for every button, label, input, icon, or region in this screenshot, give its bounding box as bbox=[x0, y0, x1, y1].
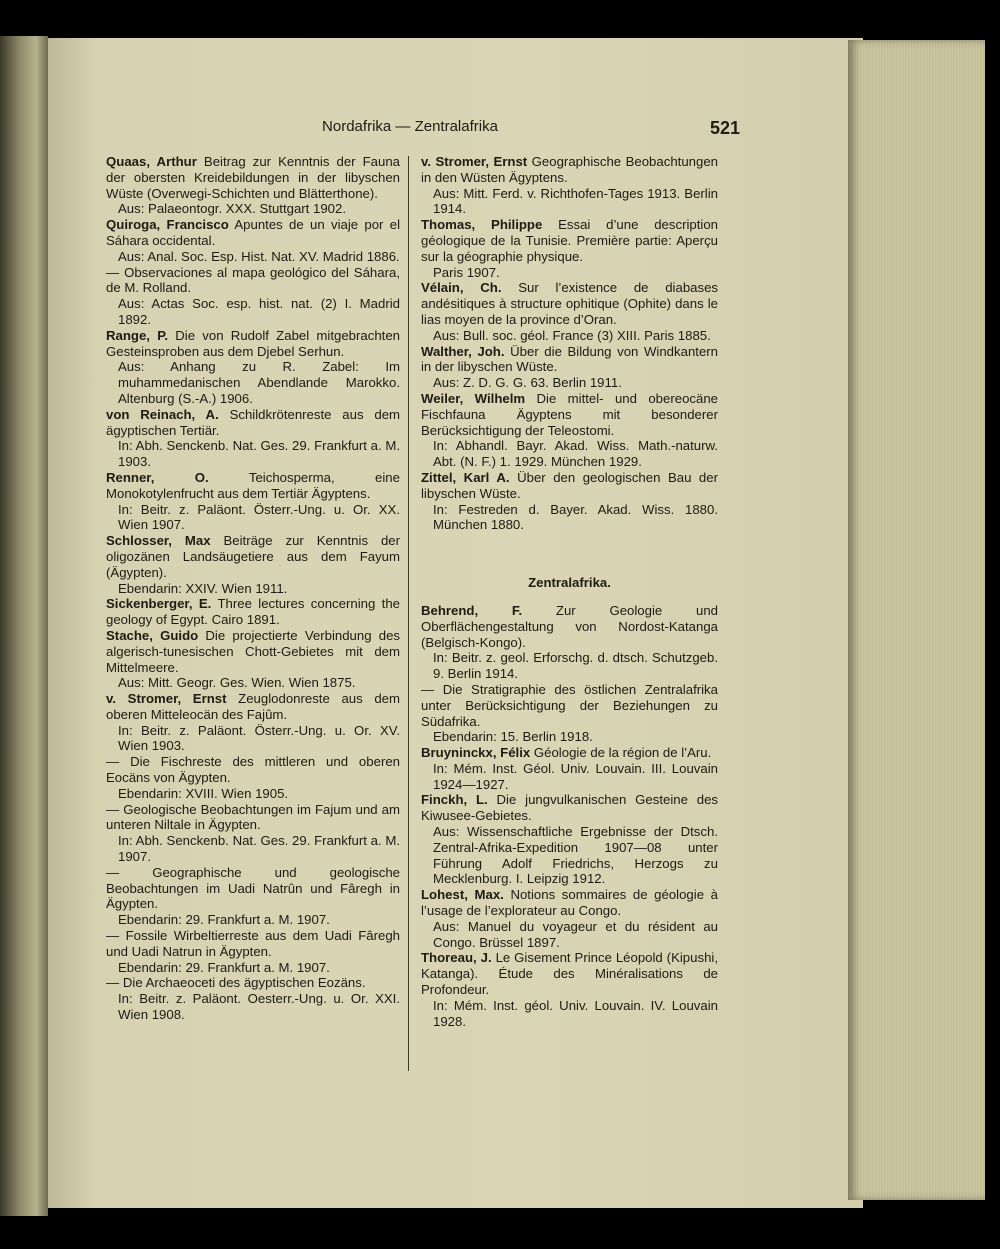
entry-source: Paris 1907. bbox=[433, 264, 500, 280]
entry-body bbox=[106, 470, 400, 502]
entry-source: In: Beitr. z. Paläont. Österr.-Ung. u. Or. XV. Wien 1903. bbox=[118, 722, 400, 754]
entry-body bbox=[106, 628, 400, 675]
entry-body bbox=[421, 950, 718, 997]
bibliography-entry bbox=[421, 950, 718, 1029]
entry-body bbox=[421, 682, 718, 729]
entry-title: Beitrag zur Kenntnis der Fauna der obersten Kreidebildungen in der libyschen Wüste (Overwegi-Schichten und Blätterthone). bbox=[106, 154, 400, 201]
entry-title: Teichosperma, eine Monokotylenfrucht aus dem Tertiär Ägyptens. bbox=[106, 469, 400, 501]
bibliography-entry bbox=[421, 470, 718, 533]
entry-title: Schildkrötenreste aus dem ägyptischen Tertiär. bbox=[106, 406, 401, 438]
entry-author: Finckh, L. bbox=[421, 792, 488, 808]
entry-author: Walther, Joh. bbox=[421, 343, 505, 359]
bibliography-entry bbox=[421, 682, 718, 745]
bibliography-entry bbox=[106, 628, 400, 691]
bibliography-entry bbox=[106, 265, 400, 328]
entry-source: Aus: Mitt. Geogr. Ges. Wien. Wien 1875. bbox=[118, 675, 356, 691]
entry-body bbox=[106, 154, 400, 201]
entry-title: Apuntes de un viaje por el Sáhara occidental. bbox=[106, 217, 400, 248]
entry-author: Zittel, Karl A. bbox=[421, 469, 510, 485]
entry-source: In: Beitr. z. geol. Erforschg. d. dtsch. Schutzgeb. 9. Berlin 1914. bbox=[433, 650, 718, 682]
bibliography-entry bbox=[421, 603, 718, 682]
entry-author: Behrend, F. bbox=[421, 602, 523, 618]
bibliography-entry bbox=[421, 280, 718, 343]
entry-source: Aus: Bull. soc. géol. France (3) XIII. Paris 1885. bbox=[433, 327, 711, 343]
bibliography-entry bbox=[106, 154, 400, 217]
entry-body bbox=[106, 596, 400, 628]
bibliography-entry bbox=[421, 745, 718, 792]
bibliography-entry bbox=[106, 596, 400, 628]
entry-source: In: Abh. Senckenb. Nat. Ges. 29. Frankfurt a. M. 1907. bbox=[118, 833, 400, 865]
entry-source: Aus: Manuel du voyageur et du résident au Congo. Brüssel 1897. bbox=[433, 918, 718, 950]
bibliography-entry bbox=[106, 691, 400, 754]
entry-author: Sickenberger, E. bbox=[106, 596, 212, 612]
entry-title: Essai d’une description géologique de la Tunisie. Première partie: Aperçu sur la géographie physique. bbox=[421, 217, 718, 264]
entry-author: — bbox=[421, 681, 435, 697]
entry-source: In: Abh. Senckenb. Nat. Ges. 29. Frankfurt a. M. 1903. bbox=[118, 438, 400, 470]
entry-author: v. Stromer, Ernst bbox=[421, 154, 528, 169]
entry-title: Notions sommaires de géologie à l’usage de l’explorateur au Congo. bbox=[421, 887, 718, 919]
bibliography-entry bbox=[106, 470, 400, 533]
entry-title: Géologie de la région de l’Aru. bbox=[533, 745, 712, 761]
bibliography-entry bbox=[106, 928, 400, 975]
entry-body bbox=[106, 928, 400, 960]
entry-body bbox=[421, 344, 718, 376]
bibliography-entry bbox=[421, 792, 718, 887]
entry-body bbox=[421, 792, 718, 824]
entry-source: Aus: Anal. Soc. Esp. Hist. Nat. XV. Madrid 1886. bbox=[118, 248, 400, 264]
left-page-edge bbox=[0, 36, 48, 1216]
entry-author: Thomas, Philippe bbox=[421, 217, 543, 233]
entry-source: In: Abhandl. Bayr. Akad. Wiss. Math.-naturw. Abt. (N. F.) 1. 1929. München 1929. bbox=[433, 438, 718, 470]
entry-source: In: Festreden d. Bayer. Akad. Wiss. 1880. München 1880. bbox=[433, 501, 718, 533]
bibliography-entry bbox=[421, 391, 718, 470]
bibliography-entry bbox=[421, 217, 718, 280]
bibliography-entry bbox=[106, 533, 400, 596]
entry-body bbox=[421, 217, 718, 264]
entry-body bbox=[106, 407, 400, 439]
entry-author: v. Stromer, Ernst bbox=[106, 691, 227, 707]
entry-author: — bbox=[106, 801, 120, 817]
entry-source: Ebendarin: 29. Frankfurt a. M. 1907. bbox=[118, 912, 330, 928]
bibliography-entry bbox=[106, 407, 400, 470]
bibliography-entry bbox=[106, 328, 400, 407]
entry-title: Die von Rudolf Zabel mitgebrachten Gesteinsproben aus dem Djebel Serhun. bbox=[106, 327, 400, 359]
entry-title: Die Fischreste des mittleren und oberen Eocäns von Ägypten. bbox=[106, 754, 400, 786]
entry-body bbox=[421, 280, 718, 327]
entry-author: Quaas, Arthur bbox=[106, 154, 197, 169]
bibliography-entry bbox=[106, 217, 400, 264]
entry-source: Ebendarin: 15. Berlin 1918. bbox=[433, 729, 593, 745]
entry-body bbox=[106, 802, 400, 834]
entry-body bbox=[106, 265, 400, 297]
left-column bbox=[106, 154, 400, 1023]
right-column-top-entries bbox=[421, 154, 718, 533]
entry-body bbox=[421, 745, 718, 761]
entry-title: Zur Geologie und Oberflächengestaltung von Nordost-Katanga (Belgisch-Kongo). bbox=[421, 602, 718, 650]
bibliography-entry bbox=[106, 975, 400, 1022]
entry-title: Three lectures concerning the geology of Egypt. Cairo 1891. bbox=[106, 596, 400, 628]
entry-source: Aus: Mitt. Ferd. v. Richthofen-Tages 1913. Berlin 1914. bbox=[433, 185, 718, 217]
entry-source: In: Beitr. z. Paläont. Oesterr.-Ung. u. Or. XXI. Wien 1908. bbox=[118, 991, 400, 1023]
entry-body bbox=[421, 391, 718, 438]
entry-author: — bbox=[106, 864, 120, 880]
entry-body bbox=[106, 865, 400, 912]
bibliography-entry bbox=[421, 344, 718, 391]
entry-author: Stache, Guido bbox=[106, 627, 199, 643]
entry-author: von Reinach, A. bbox=[106, 406, 219, 422]
entry-source: Ebendarin: XVIII. Wien 1905. bbox=[118, 785, 289, 801]
entry-author: Quiroga, Francisco bbox=[106, 217, 229, 233]
entry-author: Weiler, Wilhelm bbox=[421, 390, 526, 406]
entry-title: Die jungvulkanischen Gesteine des Kiwusee-Gebietes. bbox=[421, 792, 718, 824]
right-column bbox=[421, 154, 718, 1029]
entry-body bbox=[421, 470, 718, 502]
entry-author: — bbox=[106, 928, 120, 944]
entry-title: Fossile Wirbeltierreste aus dem Uadi Fâregh und Uadi Natrun in Ägypten. bbox=[106, 928, 400, 959]
bibliography-entry bbox=[421, 154, 718, 217]
entry-source: Aus: Wissenschaftliche Ergebnisse der Dtsch. Zentral-Afrika-Expedition 1907—08 unter Führung Adolf Friedrichs, Herzogs zu Mecklenburg. I. Leipzig 1912. bbox=[433, 824, 718, 887]
bibliography-entry bbox=[106, 802, 400, 865]
entry-body bbox=[106, 328, 400, 360]
entry-author: Lohest, Max. bbox=[421, 887, 504, 903]
bibliography-entry bbox=[106, 754, 400, 801]
entry-author: Vélain, Ch. bbox=[421, 280, 502, 296]
entry-author: Schlosser, Max bbox=[106, 533, 211, 549]
entry-body bbox=[106, 754, 400, 786]
entry-title: Die mittel- und obereocäne Fischfauna Ägyptens mit besonderer Berücksichtigung der Teleostomi. bbox=[421, 390, 719, 438]
entry-body bbox=[106, 217, 400, 249]
entry-source: Ebendarin: 29. Frankfurt a. M. 1907. bbox=[118, 959, 330, 975]
entry-title: Geographische und geologische Beobachtungen im Uadi Natrûn und Fâregh in Ägypten. bbox=[106, 864, 400, 912]
entry-author: Thoreau, J. bbox=[421, 950, 492, 966]
column-divider bbox=[408, 156, 409, 1071]
entry-author: Bruyninckx, Félix bbox=[421, 745, 531, 761]
entry-title: Sur l’existence de diabases andésitiques à structure ophitique (Ophite) dans le lias moyen de la province d’Oran. bbox=[421, 280, 719, 327]
bibliography-entry bbox=[421, 887, 718, 950]
entry-title: Zeuglodonreste aus dem oberen Mitteleocän des Fajûm. bbox=[106, 691, 400, 722]
entry-source: Aus: Z. D. G. G. 63. Berlin 1911. bbox=[433, 375, 622, 391]
page-number: 521 bbox=[709, 118, 740, 138]
entry-body bbox=[106, 691, 400, 723]
entry-title: Geologische Beobachtungen im Fajum und am unteren Niltale in Ägypten. bbox=[106, 801, 400, 833]
entry-author: Range, P. bbox=[106, 327, 168, 343]
entry-author: — bbox=[106, 264, 120, 280]
entry-title: Le Gisement Prince Léopold (Kipushi, Katanga). Étude des Minéralisations de Profondeur. bbox=[421, 950, 718, 998]
running-header: Nordafrika — Zentralafrika bbox=[322, 118, 498, 135]
entry-body bbox=[421, 154, 718, 186]
section-heading: Zentralafrika. bbox=[528, 575, 611, 591]
entry-source: Aus: Anhang zu R. Zabel: Im muhammedanischen Abendlande Marokko. Altenburg (S.-A.) 1906. bbox=[118, 359, 400, 406]
entry-title: Die Stratigraphie des östlichen Zentralafrika unter Berücksichtigung der Beziehungen zu Südafrika. bbox=[421, 681, 718, 729]
entry-source: In: Beitr. z. Paläont. Österr.-Ung. u. Or. XX. Wien 1907. bbox=[118, 501, 400, 533]
entry-source: In: Mém. Inst. Géol. Univ. Louvain. III. Louvain 1924—1927. bbox=[433, 760, 718, 792]
entry-author: — bbox=[106, 975, 120, 991]
entry-source: In: Mém. Inst. géol. Univ. Louvain. IV. Louvain 1928. bbox=[433, 997, 718, 1029]
page-block-edge bbox=[848, 40, 985, 1200]
entry-source: Ebendarin: XXIV. Wien 1911. bbox=[118, 580, 288, 596]
entry-title: Beiträge zur Kenntnis der oligozänen Landsäugetiere aus dem Fayum (Ägypten). bbox=[106, 533, 401, 580]
entry-body bbox=[421, 603, 718, 650]
entry-title: Über den geologischen Bau der libyschen Wüste. bbox=[421, 469, 718, 501]
entry-author: — bbox=[106, 754, 120, 770]
entry-author: Renner, O. bbox=[106, 469, 209, 485]
entry-title: Observaciones al mapa geológico del Sáhara, de M. Rolland. bbox=[106, 264, 400, 296]
entry-body bbox=[106, 533, 400, 580]
entry-title: Über die Bildung von Windkantern in der libyschen Wüste. bbox=[421, 343, 718, 375]
entry-title: Die projectierte Verbindung des algerisch-tunesischen Chott-Gebietes mit dem Mittelmeere. bbox=[106, 627, 400, 675]
entry-source: Aus: Actas Soc. esp. hist. nat. (2) I. Madrid 1892. bbox=[118, 296, 400, 327]
bibliography-entry bbox=[106, 865, 400, 928]
entry-body bbox=[106, 975, 400, 991]
entry-source: Aus: Palaeontogr. XXX. Stuttgart 1902. bbox=[118, 201, 346, 217]
right-column-bottom-entries bbox=[421, 603, 718, 1030]
entry-title: Die Archaeoceti des ägyptischen Eozäns. bbox=[122, 975, 366, 991]
entry-title: Geographische Beobachtungen in den Wüsten Ägyptens. bbox=[421, 154, 718, 185]
entry-body bbox=[421, 887, 718, 919]
